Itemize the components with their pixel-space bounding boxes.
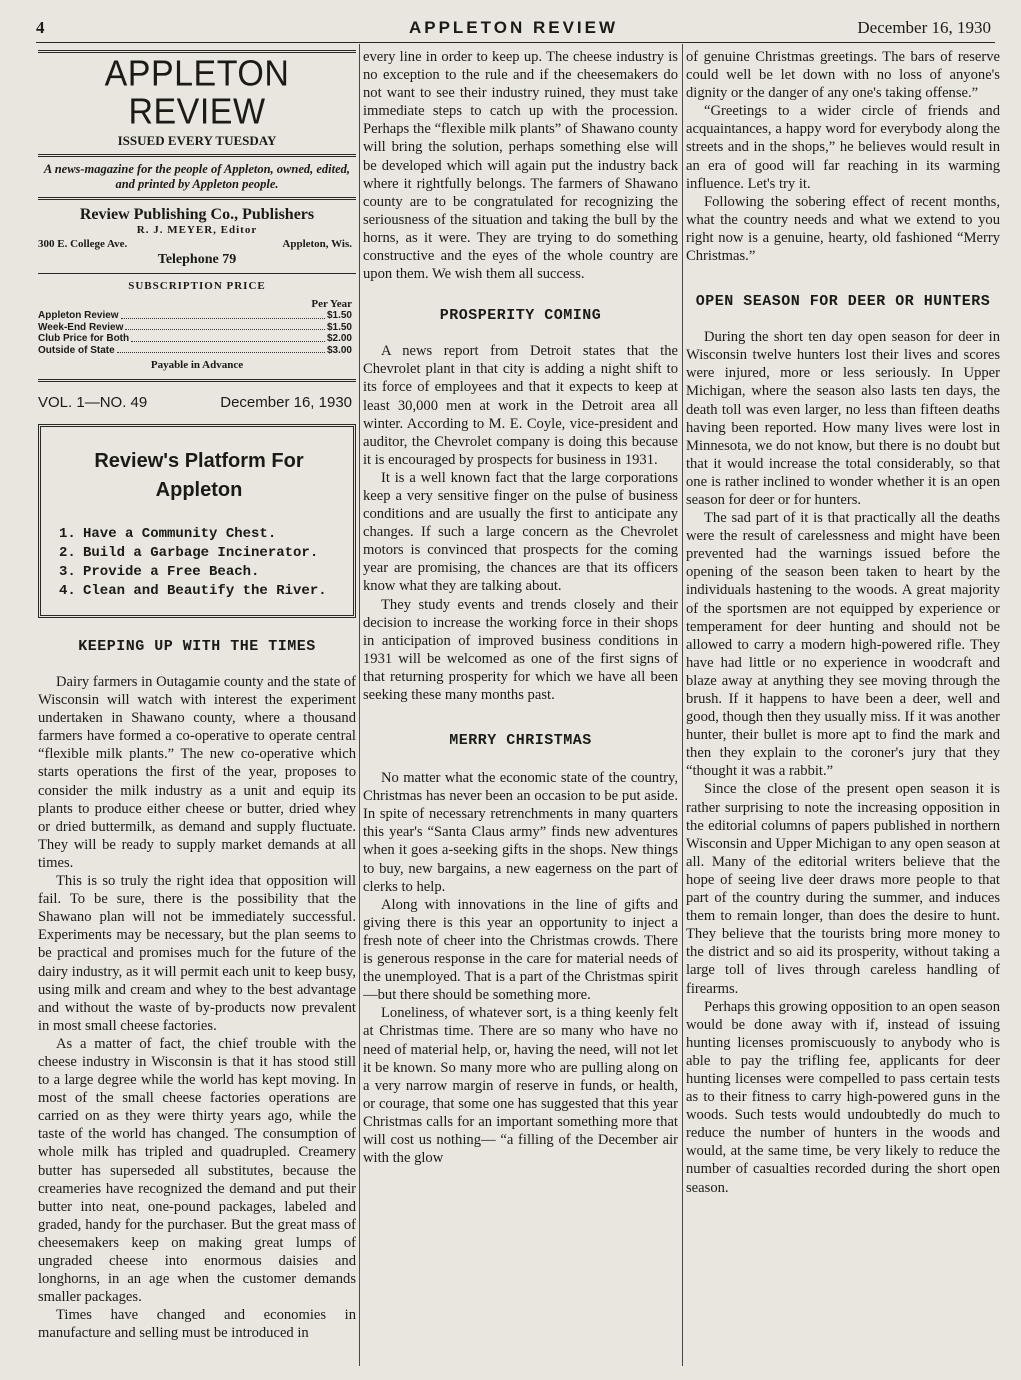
tagline: A news-magazine for the people of Appleton, owned, edited, and printed by Appleton people. [43,162,351,191]
divider [38,379,356,382]
article-paragraph: This is so truly the right idea that opposition will fail. To be sure, there is the possibility that the Shawano plan will not be immediately successful. Experiments may be necessary, but the plan seems to be practical and promises much for the future of the dairy industry, as it will permit each unit to keep busy, using milk and cream and whey to the best advantage and without the waste of by-products now prevalent in most small cheese factories. [38,873,356,1034]
subscription-price: $3.00 [326,344,352,356]
article-paragraph: Since the close of the present open season it is rather surprising to note the increasing opposition in the editorial columns of papers published in northern Wisconsin and Upper Michigan to any open season at all. Many of the editorial writers believe that the hope of seeing live deer draws more people to that part of the country during the summer, and induces them to remain longer, than does the desire to hunt. They believe that the tourists bring more money to the district and so aid its prosperity, without taking a large toll of lives through careless handling of firearms. [686,781,1000,997]
subscription-price: $1.50 [326,310,352,321]
running-title: APPLETON REVIEW [408,18,619,37]
article-paragraph: They study events and trends closely and their decision to increase the working force in their shops in anticipation of improved business conditions in 1931 will be welcomed as one of the first signs of that returning prosperity for which we have all been seeking these many months past. [363,596,678,703]
item-text: Provide a Free Beach. [83,564,260,580]
item-text: Clean and Beautify the River. [83,583,327,599]
subscription-price: $2.00 [326,333,352,344]
street-address: 300 E. College Ave. [38,238,128,250]
subscription-row [38,310,356,322]
subscription-title: SUBSCRIPTION PRICE [128,280,266,292]
article-paragraph: During the short ten day open season for deer in Wisconsin twelve hunters lost their lives and scores were injured, more or less seriously. In Upper Michigan, where the season also lasts ten days, the death toll was even larger, no less than fifteen deaths having been reported. How many lives were lost in Minnesota, we do not know, but there is no doubt but that it would increase the total considerably, so that one is rather inclined to wonder whether it is an open season for deer or for hunters. [686,329,1000,508]
platform-item [59,544,343,563]
subscription-table [38,310,356,356]
page-number: 4 [36,18,45,37]
leader-dots [117,345,325,354]
subscription-row [38,345,356,357]
platform-item [59,525,343,544]
divider [38,154,356,157]
article-paragraph: A news report from Detroit states that the Chevrolet plant in that city is adding a night shift to its force of employees and that it expects to keep at least 30,000 men at work in the Detroit area all winter. According to M. E. Coyle, vice-president and auditor, the Chevrolet company is doing this because it is encouraged by prospects for business in 1931. [363,343,678,468]
header-rule [36,42,995,43]
subscription-name: Club Price for Both [38,333,130,344]
column-rule [682,44,683,1366]
article-paragraph: Along with innovations in the line of gifts and giving there is this year an opportunity to inject a fresh note of cheer into the Christmas crowds. There is generous response in the care for material needs of the unemployed. That is a part of the Christmas spirit —but there should be something more. [363,896,678,1004]
platform-item [59,582,343,601]
publisher: Review Publishing Co., Publishers [79,206,315,223]
city: Appleton, Wis. [282,238,352,250]
article-paragraph-continued: of genuine Christmas greetings. The bars of reserve could well be let down with no loss of anyone's dignity or the danger of any one's taking offense.” [686,49,1000,102]
issue-date: December 16, 1930 [220,394,352,411]
platform-list [55,525,343,601]
platform-title: Review's Platform For Appleton [94,450,304,501]
item-number: 2. [59,545,76,561]
item-number: 4. [59,583,76,599]
article-paragraph: Times have changed and economies in manufacture and selling must be introduced in [38,1307,356,1342]
subscription-row [38,333,356,345]
volume-number: VOL. 1—NO. 49 [38,394,148,411]
payable-note: Payable in Advance [150,359,244,371]
divider [38,197,356,200]
article-paragraph: Perhaps this growing opposition to an open season would be done away with if, instead of issuing hunting licenses promiscuously to anybody who is able to pay the trifling fee, applicants for deer hunting licenses were compelled to pass certain tests as to their fitness to carry high-powered guns in the woods. Such tests would undoubtedly do much to reduce the number of hunters in the woods and would, at the same time, be very likely to reduce the number of casualties recorded during the short open season. [686,998,1000,1196]
subscription-price: $1.50 [326,321,352,333]
article-paragraph: As a matter of fact, the chief trouble with the cheese industry in Wisconsin is that it has stood still to a large degree while the world has kept moving. In most of the small cheese factories operations are carried on as they were thirty years ago, while the taste of the world has changed. The consumption of whole milk has tripled and quadrupled. Creamery butter has superseded all substitutes, because the creameries have recognized the demand and put their butter into neat, one-pound packages, labeled and graded, handy for the purchaser. But the great mass of cheesemakers keep on making great lumps of ungraded cheese into enormous daisies and longhorns, in an age when the customer demands smaller packages. [38,1035,356,1306]
subscription-name: Week-End Review [38,321,124,333]
leader-dots [121,310,325,319]
masthead-rule [38,50,356,53]
subscription-name: Outside of State [38,344,115,356]
column-1 [38,48,356,1372]
masthead-title: APPLETON REVIEW [104,54,290,132]
column-rule [359,44,360,1366]
telephone: Telephone 79 [157,252,237,267]
column-2 [363,48,678,1372]
subscription-row [38,322,356,334]
per-year-label: Per Year [311,298,352,310]
article-paragraph-continued: every line in order to keep up. The cheese industry is no exception to the rule and if the cheesemakers do not want to see their industry ruined, they must take immediate steps to catch up with the procession. Perhaps the “flexible milk plants” of Shawano county will bring the solution, perhaps something else will be developed which will again put the industry back where it rightfully belongs. The farmers of Shawano county are to be congratulated for recognizing the seriousness of the situation and taking the bull by the horns, as it were. They are trying to do something constructive and the eyes of the whole country are upon them. We wish them all success. [363,49,678,283]
article-paragraph: It is a well known fact that the large corporations keep a very sensitive finger on the pulse of business conditions and are usually the first to anticipate any changes. If such a large concern as the Chevrolet motors is convinced that prospects for the coming year are promising, the chances are that its officers know what they are talking about. [363,469,678,595]
article-title: KEEPING UP WITH THE TIMES [78,638,316,655]
column-3 [686,48,1000,1372]
item-number: 3. [59,564,76,580]
editor: R. J. MEYER, Editor [136,224,258,236]
volume-line [38,394,356,416]
masthead [38,50,356,149]
running-date: December 16, 1930 [857,18,991,37]
running-header [36,18,991,40]
article-title: OPEN SEASON FOR DEER OR HUNTERS [695,293,991,311]
subscription-name: Appleton Review [38,310,119,321]
item-text: Have a Community Chest. [83,526,277,542]
article-paragraph: Loneliness, of whatever sort, is a thing keenly felt at Christmas time. There are so many who have no need of material help, or, having the need, will not let it be known. So many more who are pulling along on a very narrow margin of reserve in funds, or health, or courage, that some one has suggested that this year Christmas calls for an important something more that will cost us nothing— “a filling of the December air with the glow [363,1005,678,1167]
divider [38,273,356,274]
leader-dots [125,322,325,331]
article-paragraph: “Greetings to a wider circle of friends and acquaintances, a happy word for everybody along the streets and in the shops,” he believes would result in an era of good will far reaching in its warming influence. Let's try it. [686,103,1000,192]
item-text: Build a Garbage Incinerator. [83,545,319,561]
article-paragraph: Dairy farmers in Outagamie county and the state of Wisconsin will watch with interest the experiment undertaken in Shawano county, where a thousand farmers have formed a co-operative to operate central “flexible milk plants.” The new co-operative which starts operations the first of the year, proposes to consider the milk industry as a unit and equip its plants to produce either cheese or butter, dried whey or dried buttermilk, as demand and supply fluctuate. They will be ready to supply market demands at all times. [38,674,356,871]
issued-line: ISSUED EVERY TUESDAY [117,133,277,148]
article-paragraph: Following the sobering effect of recent months, what the country needs and what we extend to you right now is a genuine, hearty, old fashioned “Merry Christmas.” [686,193,1000,265]
article-paragraph: No matter what the economic state of the country, Christmas has never been an occasion to be put aside. In spite of necessary retrenchments in many quarters this year's “Santa Claus army” finds new adventures when it goes a-seeking gifts in the shops. New things to buy, new bargains, a new eagerness on the part of clerks to help. [363,770,678,895]
item-number: 1. [59,526,76,542]
article-paragraph: The sad part of it is that practically all the deaths were the result of carelessness and might have been prevented had the warnings issued before the opening of the season been taken to heart by the individuals hastening to the woods. A great majority of the sportsmen are not equipped by experience or temperament for deer hunting and should not be allowed to carry a modern high-powered rifle. They have had little or no experience in woodcraft and blaze away at anything they see moving through the brush. If it happens to have been a deer, well and good, though then they usually miss. If it was another hunter, their bullet is more apt to find the mark and then they explain to the coroner's jury that they “thought it was a rabbit.” [686,510,1000,780]
article-title: PROSPERITY COMING [439,307,602,325]
address-line [38,236,356,252]
platform-item [59,563,343,582]
article-title: MERRY CHRISTMAS [449,732,592,750]
leader-dots [131,333,325,342]
platform-box [38,424,356,618]
